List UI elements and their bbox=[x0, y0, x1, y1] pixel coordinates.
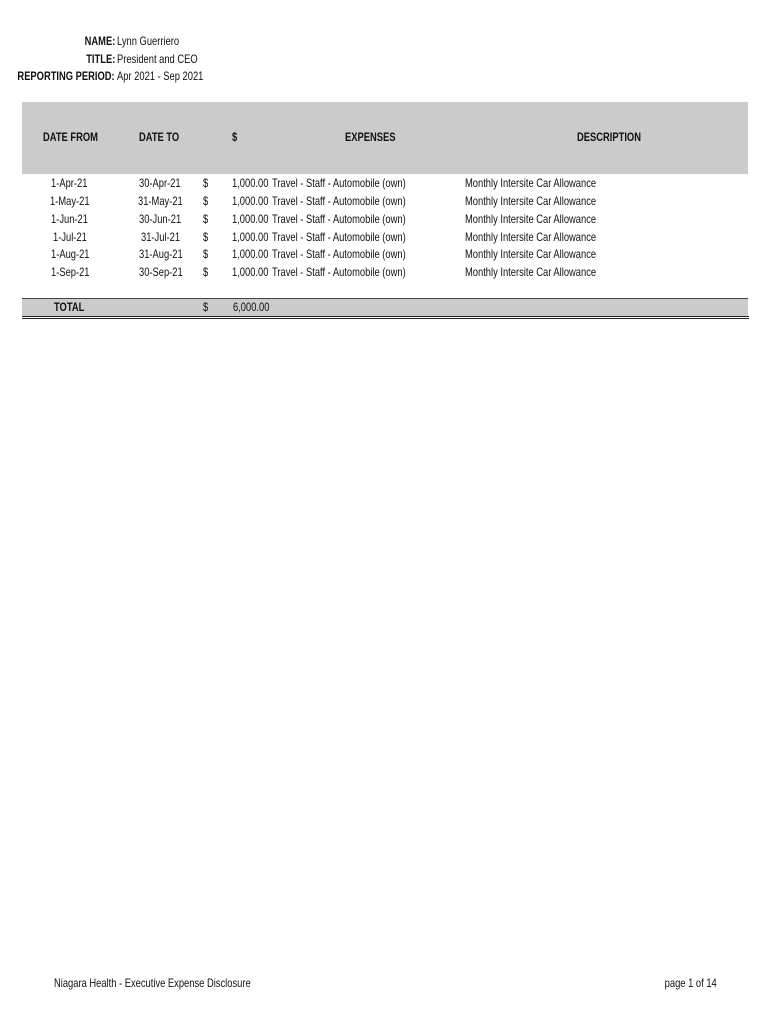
total-label: TOTAL bbox=[54, 300, 85, 314]
name-label: NAME: bbox=[84, 34, 115, 48]
cell-amount: 1,000.00 bbox=[232, 194, 269, 208]
cell-expense: Travel - Staff - Automobile (own) bbox=[272, 230, 406, 244]
header-description: DESCRIPTION bbox=[577, 130, 641, 144]
footer-title: Niagara Health - Executive Expense Disclosure bbox=[54, 976, 251, 990]
cell-date-from: 1-Jul-21 bbox=[53, 230, 87, 244]
cell-expense: Travel - Staff - Automobile (own) bbox=[272, 176, 406, 190]
cell-date-from: 1-Jun-21 bbox=[51, 212, 88, 226]
table-row bbox=[0, 263, 770, 281]
cell-description: Monthly Intersite Car Allowance bbox=[465, 212, 597, 226]
cell-amount: 1,000.00 bbox=[232, 176, 269, 190]
cell-expense: Travel - Staff - Automobile (own) bbox=[272, 265, 406, 279]
table-row bbox=[0, 245, 770, 263]
title-value: President and CEO bbox=[117, 52, 198, 66]
cell-expense: Travel - Staff - Automobile (own) bbox=[272, 212, 406, 226]
cell-date-from: 1-Apr-21 bbox=[51, 176, 88, 190]
table-row bbox=[0, 192, 770, 210]
header-date-from: DATE FROM bbox=[43, 130, 98, 144]
cell-currency: $ bbox=[203, 247, 209, 261]
cell-date-to: 31-May-21 bbox=[138, 194, 183, 208]
cell-description: Monthly Intersite Car Allowance bbox=[465, 176, 597, 190]
cell-description: Monthly Intersite Car Allowance bbox=[465, 194, 597, 208]
table-row bbox=[0, 228, 770, 246]
total-rule-double bbox=[22, 318, 749, 319]
header-expenses: EXPENSES bbox=[345, 130, 396, 144]
cell-amount: 1,000.00 bbox=[232, 212, 269, 226]
cell-currency: $ bbox=[203, 176, 209, 190]
cell-date-from: 1-Sep-21 bbox=[51, 265, 90, 279]
total-rule bbox=[22, 316, 749, 317]
table-row bbox=[0, 210, 770, 228]
header-amount: $ bbox=[232, 130, 238, 144]
cell-description: Monthly Intersite Car Allowance bbox=[465, 247, 597, 261]
cell-description: Monthly Intersite Car Allowance bbox=[465, 230, 597, 244]
cell-expense: Travel - Staff - Automobile (own) bbox=[272, 194, 406, 208]
cell-date-from: 1-May-21 bbox=[50, 194, 90, 208]
cell-amount: 1,000.00 bbox=[232, 247, 269, 261]
cell-description: Monthly Intersite Car Allowance bbox=[465, 265, 597, 279]
total-amount: 6,000.00 bbox=[233, 300, 270, 314]
period-value: Apr 2021 - Sep 2021 bbox=[117, 69, 204, 83]
cell-date-to: 31-Aug-21 bbox=[139, 247, 183, 261]
cell-date-to: 30-Apr-21 bbox=[139, 176, 181, 190]
cell-currency: $ bbox=[203, 230, 209, 244]
cell-date-to: 31-Jul-21 bbox=[141, 230, 181, 244]
cell-date-to: 30-Jun-21 bbox=[139, 212, 182, 226]
cell-date-to: 30-Sep-21 bbox=[139, 265, 183, 279]
page-number: page 1 of 14 bbox=[664, 976, 717, 990]
name-row bbox=[0, 33, 770, 49]
cell-expense: Travel - Staff - Automobile (own) bbox=[272, 247, 406, 261]
cell-currency: $ bbox=[203, 265, 209, 279]
period-label: REPORTING PERIOD: bbox=[17, 69, 115, 83]
name-value: Lynn Guerriero bbox=[117, 34, 180, 48]
cell-amount: 1,000.00 bbox=[232, 230, 269, 244]
period-row bbox=[0, 68, 770, 84]
title-row bbox=[0, 51, 770, 67]
header-date-to: DATE TO bbox=[139, 130, 180, 144]
cell-date-from: 1-Aug-21 bbox=[51, 247, 90, 261]
title-label: TITLE: bbox=[85, 52, 115, 66]
cell-amount: 1,000.00 bbox=[232, 265, 269, 279]
total-currency: $ bbox=[203, 300, 209, 314]
cell-currency: $ bbox=[203, 194, 209, 208]
cell-currency: $ bbox=[203, 212, 209, 226]
total-row bbox=[22, 298, 748, 316]
table-row bbox=[0, 174, 770, 192]
